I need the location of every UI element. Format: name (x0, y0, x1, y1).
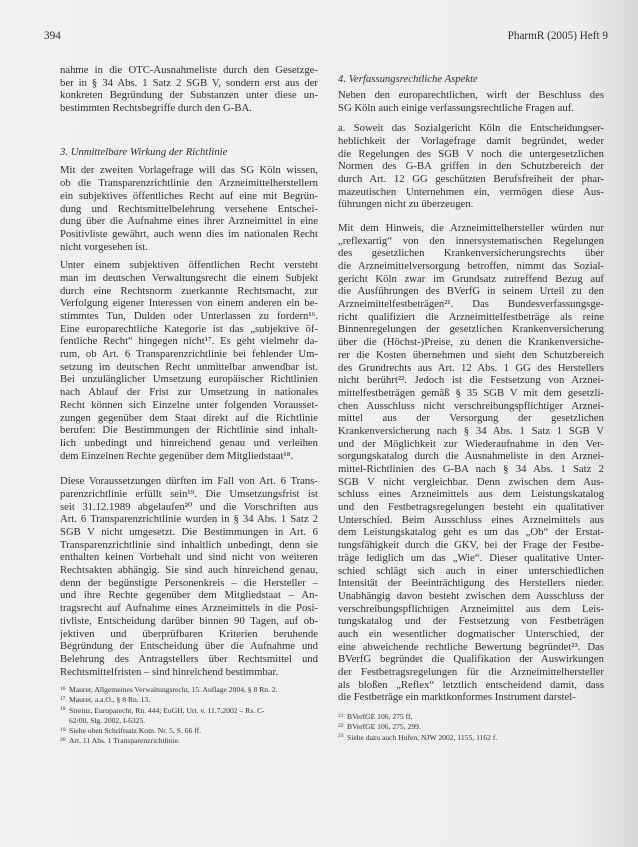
text-line: SGB V nicht umgesetzt. Die Bestimmungen in Art. 6 (60, 526, 318, 538)
footnote (60, 736, 318, 746)
footnote (60, 726, 318, 736)
right-column (338, 73, 604, 705)
paragraph (60, 475, 318, 678)
text-line: jektiven und überprüfbaren Kriterien beruhende (60, 627, 318, 640)
text-line: und ihre Rechte gegenüber dem Mitgliedstaat – An- (60, 589, 318, 602)
paragraph (60, 164, 318, 253)
footnote-text: 62/00, Slg. 2002, I-6325. (69, 715, 146, 725)
text-line: bestimmten Rechtsbegriffe durch den G-BA. (60, 102, 252, 115)
text-line: Art. 6 Transparenzrichtlinie wurden in § 34 Abs. 1 Satz 2 (60, 513, 318, 526)
text-line: Recht können sich Einzelne unter folgenden Vorausset- (60, 398, 318, 411)
text-line: Bei unzulänglicher Umsetzung europäischer Richtlinien (60, 373, 318, 386)
text-line: Intensität der Beeinträchtigung des Herstellers nieder. (338, 577, 604, 590)
text-line: durch Art. 12 GG geschützten Berufsfreiheit der phar- (338, 172, 604, 185)
text-line: berufen: Die Bestimmungen der Richtlinie sind inhalt- (60, 424, 318, 437)
text-line: durch eine Rechtsnorm zuerkannte Rechtsmacht, zur (60, 284, 318, 297)
left-column (60, 64, 318, 678)
text-line: führungen nicht zu überzeugen. (338, 198, 474, 211)
text-line: SG Köln auch einige verfassungsrechtliche Fragen auf. (338, 101, 574, 114)
text-line: stimmtes Tun, Dulden oder Unterlassen zu fordern¹⁶. (60, 310, 318, 322)
text-line: dem Leistungskatalog geht es um das „Ob“ der Erstat- (338, 526, 604, 539)
footnote-number: 17 (60, 695, 66, 702)
text-line: man im deutschen Verwaltungsrecht die einem Subjekt (60, 271, 318, 284)
text-line: Neben den europarechtlichen, wirft der Beschluss des (338, 89, 604, 102)
text-line: heblichkeit der Vorlagefrage damit begründet, weder (338, 134, 604, 147)
text-line: BVerfG begründet die Qualifikation der Auswirkungen (338, 653, 604, 666)
paragraph (60, 259, 318, 462)
footnote-number: 16 (60, 685, 66, 692)
footnote-line (60, 695, 318, 705)
footnote (60, 706, 318, 727)
text-line: Mit dem Hinweis, die Arzneimittelhersteller würden nur (338, 221, 604, 234)
text-line: „reflexartig“ von den innersystematischen Regelungen (338, 234, 604, 247)
footnote (60, 695, 318, 705)
text-line: chen Ausschluss nicht verschreibungspflichtiger Arznei- (338, 399, 604, 412)
text-line: die Arzneimittelversorgung betroffen, nimmt das Sozial- (338, 260, 604, 273)
footnote-text: Siehe dazu auch Hufen, NJW 2002, 1155, 1162 f. (347, 732, 498, 742)
text-line: auch ein wesentlicher dogmatischer Unterschied, der (338, 627, 604, 640)
text-line: ber in § 34 Abs. 1 Satz 2 SGB V, sondern erst aus der (60, 76, 318, 89)
text-line: fentliche Recht“ hingegen nicht¹⁷. Es geht vielmehr da- (60, 335, 318, 348)
text-line: setzung im deutschen Recht unmittelbar anwendbar ist. (60, 360, 318, 373)
text-line: und der Möglichkeit zur Wiederaufnahme in den Ver- (338, 437, 604, 450)
text-line: a. Soweit das Sozialgericht Köln die Entscheidungser- (338, 122, 604, 135)
footnote-number: 23 (338, 733, 344, 740)
footnote-number: 18 (60, 706, 66, 713)
footnote (338, 733, 604, 743)
text-line: Arzneimittelfestbeträgen²¹. Das Bundesverfassungsge- (338, 298, 604, 311)
text-line: verschreibungspflichtigen Arzneimittel aus dem Leis- (338, 602, 604, 615)
text-line: schluss eines Arzneimittels aus dem Leistungskatalog (338, 488, 604, 501)
text-line: richt qualifiziert die Arzneimittelfestbeträge als reine (338, 310, 604, 323)
text-line: Positivliste gewährt, auch wenn dies im nationalen Recht (60, 227, 318, 240)
text-line: dem Einzelnen Rechte gegenüber dem Mitgliedstaat¹⁸. (60, 449, 294, 462)
paragraph (338, 89, 604, 114)
footnote-text: Siehe oben Schriftsatz Kom. Nr. 5, S. 66 ff. (69, 726, 202, 736)
footnote-number: 19 (60, 726, 66, 733)
footnote-line (338, 733, 604, 743)
footnote-text: Maurer, Allgemeines Verwaltungsrecht, 15. Auflage 2004, § 8 Rn. 2. (69, 685, 278, 694)
footnote-line (60, 736, 318, 746)
text-line: eine abweichende rechtliche Bewertung begründet²³. Das (338, 640, 604, 653)
footnote-text: BVerfGE 106, 275 ff. (347, 712, 413, 721)
text-line: nicht berührt²². Jedoch ist die Festsetzung von Arznei- (338, 374, 604, 387)
text-line: mittelfestbeträgen gemäß § 35 SGB V mit dem gesetzli- (338, 386, 604, 399)
text-line: nahme in die OTC-Ausnahmeliste durch den Gesetzge- (60, 64, 318, 76)
text-line: konkreten Begründung der Substanzen unter diese un- (60, 89, 318, 102)
text-line: zungen gegenüber dem Staat direkt auf die Richtlinie (60, 411, 318, 424)
text-line: Unabhängig davon besteht zwischen dem Ausschluss der (338, 589, 604, 602)
text-line: nicht vorgesehen ist. (60, 240, 148, 253)
text-line: ob die Transparenzrichtlinie den Arzneimittelherstellern (60, 177, 318, 190)
text-line: parenzrichtlinie erfüllt sein¹⁹. Die Umsetzungsfrist ist (60, 487, 318, 500)
text-line: Belehrung des Antragstellers über Rechtsmittel und (60, 652, 318, 665)
text-line: träge lediglich um das „Wie“. Dieser qualitative Unter- (338, 551, 604, 564)
footnote-line (338, 722, 604, 732)
text-line: der Festbetragsregelungen für die Arzneimittelhersteller (338, 666, 604, 679)
text-line: Verfolgung eigener Interessen von einem anderen ein be- (60, 297, 318, 310)
section-heading (338, 73, 604, 86)
text-line: dung über die Aufnahme eines ihrer Arzneimittel in eine (60, 215, 318, 228)
text-line: tungsfähigkeit durch die GKV, bei der Frage der Festbe- (338, 539, 604, 552)
text-line: tungskatalog und der Festsetzung von Festbeträgen (338, 615, 604, 628)
footnote-number: 21 (338, 712, 344, 719)
text-line: 3. Unmittelbare Wirkung der Richtlinie (60, 145, 228, 158)
footnote-line (60, 726, 318, 736)
text-line: lich unbedingt und hinreichend genau und verleihen (60, 436, 318, 449)
paragraph (338, 222, 604, 704)
text-line: mazeutischen Unternehmen ein, vermögen diese Aus- (338, 185, 604, 198)
footnote (338, 712, 604, 722)
text-line: tragsrecht auf Aufnahme eines Arzneimittels in die Posi- (60, 602, 318, 615)
text-line: 4. Verfassungsrechtliche Aspekte (338, 72, 478, 85)
text-line: ein subjektives öffentliches Recht auf eine mit Begrün- (60, 189, 318, 202)
text-line: enthalten keinen Vorbehalt und sind nicht von weiteren (60, 551, 318, 564)
text-line: mittel aus der Versorgung der gesetzlichen (338, 412, 604, 425)
text-line: sorgungskatalog durch die Ausnahmeliste in den Arznei- (338, 450, 604, 463)
paragraph (60, 64, 318, 115)
text-line: SGB V nicht vergleichbar. Denn zwischen dem Aus- (338, 475, 604, 488)
text-line: gericht Köln zwar im Grundsatz zutreffend Bezug auf (338, 272, 604, 285)
page-number: 394 (44, 30, 61, 42)
footnote-line (60, 716, 318, 726)
text-line: rum, ob Art. 6 Transparenzrichtlinie bei fehlender Um- (60, 348, 318, 361)
footnote-number: 20 (60, 736, 66, 743)
text-line: mittel-Richtlinien des G-BA nach § 34 Abs. 1 Satz 2 (338, 463, 604, 476)
text-line: dung und Rechtsmittelbelehrung versehene Entschei- (60, 202, 318, 215)
footnote-text: BVerfGE 106, 275, 299. (347, 722, 421, 732)
text-line: die Ausführungen des BVerfG in seinem Urteil zu den (338, 285, 604, 298)
text-line: denn der begünstigte Personenkreis – die Hersteller – (60, 576, 318, 589)
text-line: Transparenzrichtlinie sind inhaltlich unbedingt, denn sie (60, 538, 318, 551)
footnote-text: Art. 11 Abs. 1 Transparenzrichtlinie. (69, 736, 180, 746)
text-line: Eine europarechtliche Kategorie ist das „subjektive öf- (60, 322, 318, 335)
text-line: nach Ablauf der Frist zur Umsetzung in nationales (60, 386, 318, 399)
text-line: des Grundrechts aus Art. 12 Abs. 1 GG des Herstellers (338, 361, 604, 374)
text-line: als bloßen „Reflex“ letztlich entscheidend damit, dass (338, 678, 604, 691)
footnote-text: Streinz, Europarecht, Rn. 444; EuGH, Urt. v. 11.7.2002 – Rs. C- (69, 705, 265, 715)
text-line: Mit der zweiten Vorlagefrage will das SG Köln wissen, (60, 164, 318, 177)
text-line: die Festbeträge ein marktkonformes Instrument darstel- (338, 691, 576, 704)
text-line: Begründung der Entscheidung über die Aufnahme und (60, 640, 318, 653)
text-line: Binnenregelungen der gesetzlichen Krankenversicherung (338, 323, 604, 336)
footnote-line (60, 685, 318, 695)
footnote (338, 722, 604, 732)
text-line: die Regelungen des SGB V noch die untergesetzlichen (338, 147, 604, 160)
text-line: Diese Voraussetzungen dürften im Fall von Art. 6 Trans- (60, 475, 318, 488)
footnotes-right (338, 712, 604, 743)
text-line: rer die Kosten übernehmen und sieht den Schutzbereich (338, 348, 604, 361)
footnote-text: Maurer, a.a.O., § 8 Rn. 13. (69, 695, 151, 705)
text-line: Rechtsmittelfristen – sind hinreichend bestimmbar. (60, 665, 279, 678)
text-line: schied schlägt sich auch in einer unterschiedlichen (338, 564, 604, 577)
footnote-number: 22 (338, 722, 344, 729)
text-line: des gesetzlichen Krankenversicherungsrechts über (338, 247, 604, 260)
paragraph (338, 122, 604, 211)
footnote (60, 685, 318, 695)
footnotes-left (60, 685, 318, 747)
text-line: Unter einem subjektiven öffentlichen Recht versteht (60, 259, 318, 272)
text-line: tivliste, Entscheidung darüber binnen 90 Tagen, auf ob- (60, 614, 318, 627)
section-heading (60, 146, 318, 159)
text-line: Unterschied. Beim Ausschluss eines Arzneimittels aus (338, 513, 604, 526)
text-line: Normen des G-BA griffen in den Schutzbereich der (338, 160, 604, 173)
journal-title: PharmR (2005) Heft 9 (507, 30, 608, 42)
text-line: über die (Höchst-)Preise, zu denen die Krankenversiche- (338, 336, 604, 349)
text-line: und den Festbetragsregelungen besteht ein qualitativer (338, 501, 604, 514)
text-line: Rechtsakten abhängig. Sie sind auch hinreichend genau, (60, 564, 318, 577)
footnote-line (60, 706, 318, 716)
footnote-line (338, 712, 604, 722)
text-line: seit 31.12.1989 abgelaufen²⁰ und die Vorschriften aus (60, 500, 318, 513)
text-line: Krankenversicherung nach § 34 Abs. 1 Satz 1 SGB V (338, 424, 604, 437)
